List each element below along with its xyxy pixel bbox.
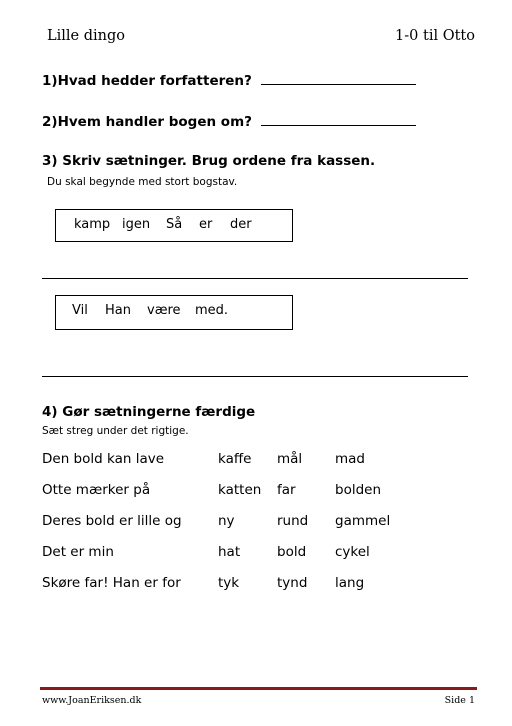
option-word[interactable]: katten bbox=[218, 482, 262, 498]
question-1 bbox=[42, 71, 416, 89]
option-word[interactable]: far bbox=[277, 482, 296, 498]
word-box-1-word: der bbox=[230, 217, 252, 232]
word-box-2-word: Han bbox=[105, 303, 131, 318]
sentence-start: Otte mærker på bbox=[42, 482, 151, 498]
question-3-text: 3) Skriv sætninger. Brug ordene fra kassen. bbox=[42, 153, 376, 169]
option-word[interactable]: lang bbox=[335, 575, 365, 591]
footer-website-link[interactable]: www.JoanEriksen.dk bbox=[42, 695, 142, 706]
sentence-start: Deres bold er lille og bbox=[42, 513, 182, 529]
option-word[interactable]: tyk bbox=[218, 575, 240, 591]
option-word[interactable]: mål bbox=[277, 451, 303, 467]
option-word[interactable]: cykel bbox=[335, 544, 370, 560]
option-word[interactable]: gammel bbox=[335, 513, 391, 529]
answer-blank-2[interactable] bbox=[261, 112, 416, 126]
answer-blank-1[interactable] bbox=[261, 71, 416, 85]
option-word[interactable]: bolden bbox=[335, 482, 382, 498]
option-word[interactable]: tynd bbox=[277, 575, 308, 591]
page-number: Side 1 bbox=[444, 695, 475, 706]
option-word[interactable]: ny bbox=[218, 513, 235, 529]
footer-rule bbox=[40, 687, 477, 690]
question-4-instruction: Sæt streg under det rigtige. bbox=[42, 425, 189, 437]
word-box-1-word: igen bbox=[122, 217, 151, 232]
option-word[interactable]: bold bbox=[277, 544, 307, 560]
worksheet-title: Lille dingo bbox=[47, 28, 126, 44]
sentence-answer-line-1[interactable] bbox=[42, 278, 468, 279]
sentence-start: Den bold kan lave bbox=[42, 451, 165, 467]
word-box-1-word: er bbox=[199, 217, 213, 232]
word-box-2-word: med. bbox=[195, 303, 229, 318]
question-3-instruction: Du skal begynde med stort bogstav. bbox=[47, 176, 238, 188]
option-word[interactable]: kaffe bbox=[218, 451, 252, 467]
option-word[interactable]: mad bbox=[335, 451, 365, 467]
option-word[interactable]: hat bbox=[218, 544, 241, 560]
chapter-label: 1-0 til Otto bbox=[395, 28, 475, 44]
question-1-text: 1)Hvad hedder forfatteren? bbox=[42, 73, 252, 89]
word-box-1-word: Så bbox=[166, 217, 183, 232]
word-box-1 bbox=[55, 209, 293, 242]
question-2-text: 2)Hvem handler bogen om? bbox=[42, 114, 252, 130]
word-box-2-word: Vil bbox=[72, 303, 88, 318]
question-4-text: 4) Gør sætningerne færdige bbox=[42, 404, 256, 420]
option-word[interactable]: rund bbox=[277, 513, 309, 529]
sentence-start: Skøre far! Han er for bbox=[42, 575, 181, 591]
sentence-answer-line-2[interactable] bbox=[42, 376, 468, 377]
word-box-2-word: være bbox=[147, 303, 181, 318]
question-2 bbox=[42, 112, 416, 130]
sentence-start: Det er min bbox=[42, 544, 114, 560]
word-box-1-word: kamp bbox=[74, 217, 111, 232]
word-box-2 bbox=[55, 295, 293, 330]
